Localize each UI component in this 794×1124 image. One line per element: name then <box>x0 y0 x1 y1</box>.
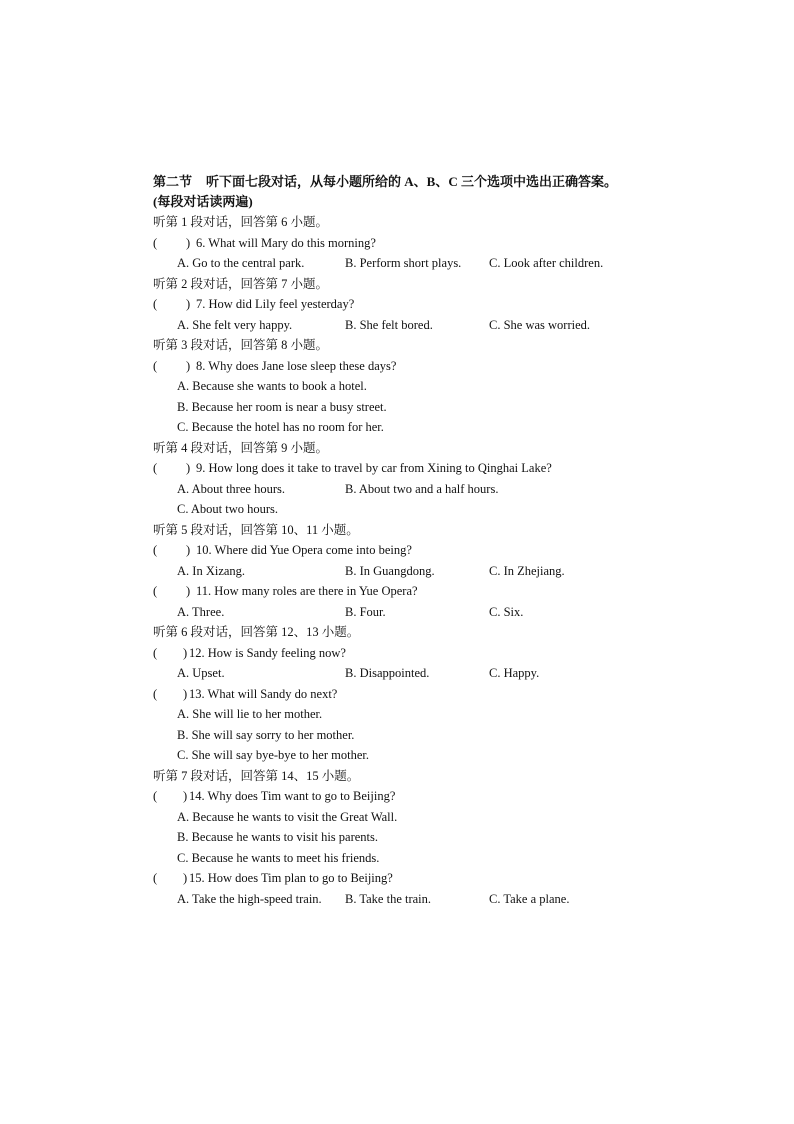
section-title <box>153 172 673 192</box>
answer-blank-close: ) <box>183 645 188 660</box>
dialogue-intro: 听第 1 段对话，回答第 6 小题。 <box>153 215 329 229</box>
options-row <box>153 479 673 500</box>
question <box>153 356 673 377</box>
answer-blank-close: ) <box>186 358 191 373</box>
section-number: 第二节 <box>153 174 193 189</box>
options-row <box>153 315 673 336</box>
answer-blank-open: ( <box>153 645 158 660</box>
section-subtitle: (每段对话读两遍) <box>153 194 253 209</box>
answer-blank-close: ) <box>186 461 191 475</box>
listening-section <box>153 172 673 909</box>
question <box>153 581 673 602</box>
question-groups <box>153 212 673 909</box>
question-text: 6. What will Mary do this morning? <box>196 235 376 250</box>
options-row <box>153 889 673 910</box>
option-b: B. Perform short plays. <box>345 256 462 270</box>
answer-blank-open: ( <box>153 297 158 311</box>
option-a: A. Take the high-speed train. <box>177 891 322 906</box>
options-row <box>153 561 673 582</box>
question <box>153 868 673 889</box>
option-a: A. In Xizang. <box>177 563 246 578</box>
question <box>153 294 673 315</box>
answer-blank-close: ) <box>183 789 188 803</box>
option-b: B. About two and a half hours. <box>345 481 499 496</box>
option-b: B. Because her room is near a busy street. <box>177 399 387 414</box>
option-c: C. She will say bye-bye to her mother. <box>177 748 369 762</box>
option-b: B. Disappointed. <box>345 666 430 680</box>
answer-blank-close: ) <box>183 871 188 885</box>
question-text: 7. How did Lily feel yesterday? <box>196 297 355 311</box>
option-c: C. About two hours. <box>177 502 279 516</box>
dialogue-intro: 听第 2 段对话，回答第 7 小题。 <box>153 276 329 291</box>
question-text: 9. How long does it take to travel by car from Xining to Qinghai Lake? <box>196 461 552 475</box>
option-a: A. Three. <box>177 604 225 619</box>
answer-blank-close: ) <box>186 235 191 250</box>
option-c: C. Six. <box>489 604 524 619</box>
option-a: A. Upset. <box>177 666 225 680</box>
answer-blank-open: ( <box>153 686 158 701</box>
question-text: 14. Why does Tim want to go to Beijing? <box>189 789 396 803</box>
option-c: C. Because he wants to meet his friends. <box>177 850 380 865</box>
dialogue-intro: 听第 7 段对话，回答第 14、15 小题。 <box>153 768 360 783</box>
answer-blank-open: ( <box>153 871 158 885</box>
options-row <box>153 663 673 684</box>
option-b: B. Four. <box>345 604 386 619</box>
option-c: C. Happy. <box>489 666 540 680</box>
option-a: A. Because she wants to book a hotel. <box>177 379 367 393</box>
section-instructions: 听下面七段对话，从每小题所给的 A、B、C 三个选项中选出正确答案。 <box>206 174 617 189</box>
option-c: C. Look after children. <box>489 256 604 270</box>
answer-blank-close: ) <box>183 686 188 701</box>
answer-blank-open: ( <box>153 461 158 475</box>
question-text: 12. How is Sandy feeling now? <box>189 645 346 660</box>
question <box>153 458 673 479</box>
question <box>153 233 673 254</box>
option-a: A. Because he wants to visit the Great Wall. <box>177 809 398 824</box>
dialogue-intro: 听第 3 段对话，回答第 8 小题。 <box>153 338 329 352</box>
answer-blank-open: ( <box>153 789 158 803</box>
answer-blank-open: ( <box>153 235 158 250</box>
question <box>153 540 673 561</box>
answer-blank-open: ( <box>153 584 158 598</box>
answer-blank-close: ) <box>186 297 191 311</box>
options-row <box>153 253 673 274</box>
dialogue-intro: 听第 5 段对话，回答第 10、11 小题。 <box>153 522 359 537</box>
dialogue-intro: 听第 6 段对话，回答第 12、13 小题。 <box>153 625 360 639</box>
answer-blank-close: ) <box>186 543 191 557</box>
question-text: 11. How many roles are there in Yue Opera? <box>196 584 418 598</box>
option-b: B. In Guangdong. <box>345 563 435 578</box>
question-text: 15. How does Tim plan to go to Beijing? <box>189 871 393 885</box>
question <box>153 786 673 807</box>
option-c: C. She was worried. <box>489 317 591 332</box>
option-c: C. Because the hotel has no room for her. <box>177 420 384 434</box>
option-a: A. She felt very happy. <box>177 317 293 332</box>
options-row <box>153 602 673 623</box>
question-text: 13. What will Sandy do next? <box>189 686 338 701</box>
option-a: A. About three hours. <box>177 481 285 496</box>
option-c: C. Take a plane. <box>489 891 570 906</box>
question <box>153 643 673 664</box>
question-text: 10. Where did Yue Opera come into being? <box>196 543 412 557</box>
answer-blank-close: ) <box>186 584 191 598</box>
answer-blank-open: ( <box>153 543 158 557</box>
option-a: A. She will lie to her mother. <box>177 707 323 721</box>
option-b: B. Because he wants to visit his parents. <box>177 830 379 844</box>
answer-blank-open: ( <box>153 358 158 373</box>
question-text: 8. Why does Jane lose sleep these days? <box>196 358 397 373</box>
option-a: A. Go to the central park. <box>177 256 305 270</box>
option-c: C. In Zhejiang. <box>489 563 565 578</box>
question <box>153 684 673 705</box>
option-b: B. She felt bored. <box>345 317 433 332</box>
option-b: B. She will say sorry to her mother. <box>177 727 355 742</box>
option-b: B. Take the train. <box>345 891 432 906</box>
dialogue-intro: 听第 4 段对话，回答第 9 小题。 <box>153 440 329 455</box>
